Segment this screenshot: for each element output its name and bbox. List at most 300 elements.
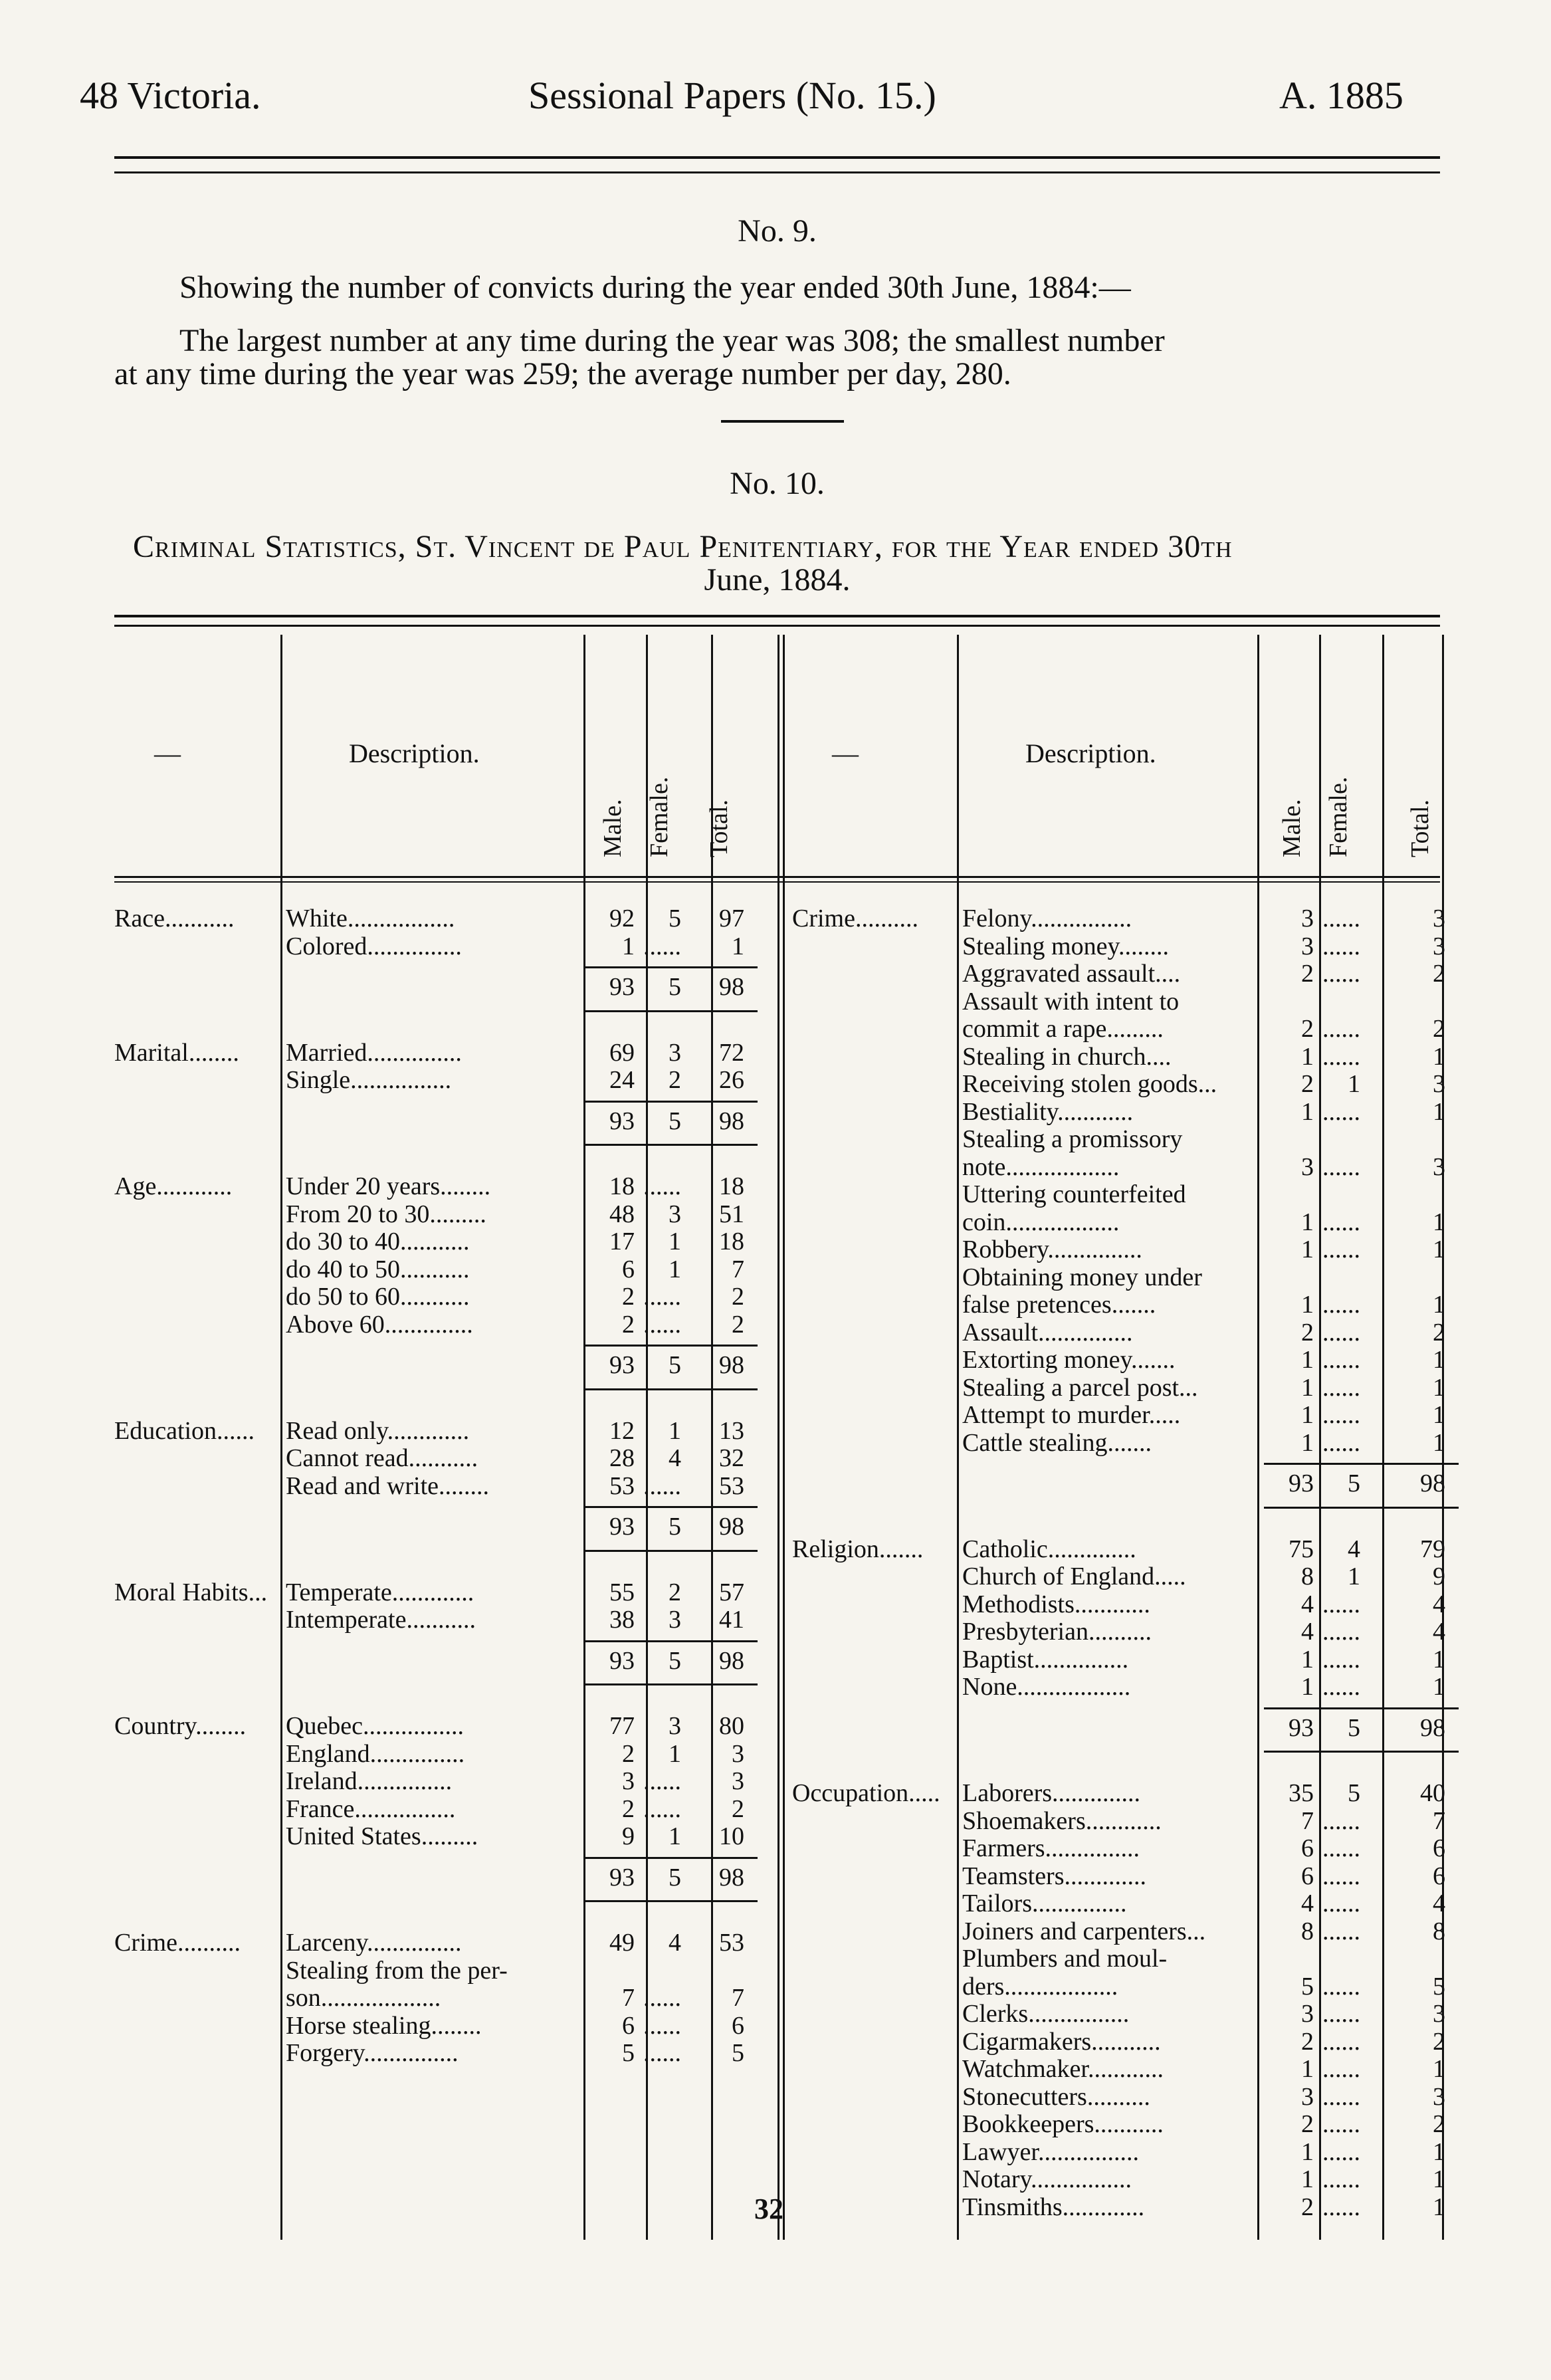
left-category-label: Country........ [114, 1712, 247, 1740]
left-section-rule [585, 1683, 758, 1685]
right-row-total: 1 [1433, 2137, 1445, 2166]
left-row-male: 2 [622, 1794, 635, 1823]
no9-line1: Showing the number of convicts during the year ended 30th June, 1884:— [179, 270, 1131, 305]
right-row-female: 1 [1348, 1563, 1360, 1590]
left-sum-total: 98 [719, 1351, 744, 1379]
left-row-total: 2 [732, 1794, 744, 1823]
right-row-total: 8 [1433, 1917, 1445, 1945]
left-row-total: 2 [732, 1283, 744, 1311]
header-right: A. 1885 [1279, 74, 1403, 117]
left-row-description: Temperate............. [286, 1578, 474, 1606]
right-row-female: 1 [1348, 1070, 1360, 1098]
right-row-total: 6 [1433, 1862, 1445, 1890]
section-divider [721, 420, 844, 423]
right-row-total: 1 [1433, 2165, 1445, 2193]
left-row-total: 97 [719, 905, 744, 932]
right-row-description: Aggravated assault.... [962, 960, 1181, 988]
left-row-male: 49 [609, 1929, 635, 1957]
left-row-male: 24 [609, 1066, 635, 1094]
right-row-total: 2 [1433, 1015, 1445, 1043]
right-row-male: 7 [1301, 1806, 1314, 1835]
left-section-rule [585, 1010, 758, 1012]
left-row-male: 6 [622, 2011, 635, 2040]
left-row-male: 6 [622, 1255, 635, 1283]
right-row-female: ...... [1322, 1042, 1360, 1071]
left-row-male: 92 [609, 905, 635, 932]
right-row-total: 40 [1420, 1779, 1445, 1807]
right-row-description: Obtaining money under [962, 1263, 1202, 1291]
left-row-description: Colored............... [286, 932, 462, 960]
right-total-header: Total. [1406, 799, 1434, 857]
table-rule-top-1 [114, 615, 1440, 617]
right-row-total: 3 [1433, 932, 1445, 960]
right-row-description: Laborers.............. [962, 1779, 1141, 1807]
right-row-description: Plumbers and moul- [962, 1945, 1168, 1973]
left-row-female: 1 [669, 1416, 681, 1445]
right-sum-total: 98 [1420, 1713, 1445, 1742]
left-row-male: 38 [609, 1606, 635, 1634]
no10-caption-1: Criminal Statistics, St. Vincent de Paul Penitentiary, for the Year ended 30th [133, 529, 1233, 564]
right-row-total: 3 [1433, 1152, 1445, 1181]
left-sum-rule [585, 1345, 758, 1347]
left-row-total: 13 [719, 1416, 744, 1445]
right-dash-header: — [832, 738, 859, 768]
left-row-total: 3 [732, 1767, 744, 1795]
left-row-description: Cannot read........... [286, 1444, 478, 1472]
right-section-rule [1264, 1751, 1459, 1753]
left-sum-female: 5 [669, 1513, 681, 1541]
left-row-description: do 40 to 50........... [286, 1255, 470, 1283]
left-row-total: 53 [719, 1929, 744, 1957]
left-row-description: Read only............. [286, 1416, 470, 1445]
right-row-total: 5 [1433, 1972, 1445, 2001]
left-sum-male: 93 [609, 1513, 635, 1541]
right-row-male: 1 [1301, 1236, 1314, 1263]
left-sum-rule [585, 1857, 758, 1859]
left-row-description: White................. [286, 905, 455, 932]
left-sum-rule [585, 1640, 758, 1642]
left-sum-male: 93 [609, 973, 635, 1001]
left-row-male: 77 [609, 1712, 635, 1740]
right-row-description: Robbery............... [962, 1236, 1142, 1263]
left-row-female: 4 [669, 1444, 681, 1472]
left-row-male: 5 [622, 2039, 635, 2067]
right-row-total: 2 [1433, 1318, 1445, 1347]
left-row-female: 3 [669, 1606, 681, 1634]
left-row-female: 3 [669, 1038, 681, 1067]
left-row-female: 1 [669, 1739, 681, 1768]
left-row-description: do 50 to 60........... [286, 1283, 470, 1311]
right-row-total: 2 [1433, 2027, 1445, 2056]
right-row-total: 1 [1433, 1208, 1445, 1236]
left-row-description: Single................ [286, 1066, 452, 1094]
right-row-male: 4 [1301, 1618, 1314, 1646]
left-row-male: 2 [622, 1310, 635, 1339]
left-row-description: United States......... [286, 1822, 478, 1850]
right-row-description: Felony................ [962, 905, 1132, 932]
right-row-description: Bookkeepers........... [962, 2110, 1164, 2138]
right-row-description: Church of England..... [962, 1563, 1186, 1590]
left-sum-rule [585, 966, 758, 968]
left-row-total: 7 [732, 1984, 744, 2012]
right-row-description: Lawyer................ [962, 2137, 1139, 2166]
right-sum-male: 93 [1289, 1469, 1314, 1497]
left-category-label: Age............ [114, 1172, 233, 1200]
left-sum-male: 93 [609, 1863, 635, 1892]
right-row-total: 1 [1433, 1673, 1445, 1701]
right-row-female: ...... [1322, 1972, 1360, 2001]
left-row-male: 28 [609, 1444, 635, 1472]
left-row-female: 1 [669, 1228, 681, 1255]
left-row-female: ...... [643, 1471, 681, 1500]
left-sum-female: 5 [669, 1863, 681, 1892]
right-row-male: 2 [1301, 1318, 1314, 1347]
left-row-female: ...... [643, 932, 681, 960]
right-row-female: ...... [1322, 1346, 1360, 1374]
left-row-female: 4 [669, 1929, 681, 1957]
left-row-total: 18 [719, 1172, 744, 1200]
right-row-male: 6 [1301, 1834, 1314, 1862]
right-row-female: ...... [1322, 1890, 1360, 1917]
right-row-male: 1 [1301, 1428, 1314, 1457]
right-category-label: Crime.......... [792, 905, 918, 932]
right-row-total: 6 [1433, 1834, 1445, 1862]
right-row-male: 1 [1301, 1208, 1314, 1236]
table-rule-top-2 [114, 625, 1440, 627]
right-row-total: 1 [1433, 1042, 1445, 1071]
right-row-female: ...... [1322, 1318, 1360, 1347]
right-row-description: Stonecutters.......... [962, 2082, 1150, 2111]
left-row-description: From 20 to 30......... [286, 1200, 486, 1228]
left-row-female: ...... [643, 1767, 681, 1795]
no9-line3: at any time during the year was 259; the average number per day, 280. [114, 356, 1011, 391]
right-row-description: Methodists............ [962, 1590, 1150, 1618]
right-sum-female: 5 [1348, 1713, 1360, 1742]
left-sum-female: 5 [669, 1107, 681, 1135]
right-row-total: 1 [1433, 1236, 1445, 1263]
right-row-male: 1 [1301, 1346, 1314, 1374]
left-sum-male: 93 [609, 1351, 635, 1379]
left-row-description: Horse stealing........ [286, 2011, 482, 2040]
left-row-male: 53 [609, 1471, 635, 1500]
right-row-male: 1 [1301, 1291, 1314, 1319]
right-row-female: ...... [1322, 2165, 1360, 2193]
right-sum-total: 98 [1420, 1469, 1445, 1497]
left-row-description: Under 20 years........ [286, 1172, 491, 1200]
right-row-male: 3 [1301, 2000, 1314, 2028]
header-left: 48 Victoria. [80, 74, 261, 117]
right-row-male: 1 [1301, 1042, 1314, 1071]
left-row-total: 5 [732, 2039, 744, 2067]
right-row-female: ...... [1322, 1645, 1360, 1674]
left-total-header: Total. [705, 799, 733, 857]
right-row-female: ...... [1322, 2000, 1360, 2028]
right-row-female: ...... [1322, 1428, 1360, 1457]
header-center: Sessional Papers (No. 15.) [528, 74, 936, 117]
left-sum-male: 93 [609, 1107, 635, 1135]
left-category-label: Moral Habits... [114, 1578, 268, 1606]
left-row-total: 6 [732, 2011, 744, 2040]
left-row-female: 1 [669, 1822, 681, 1850]
right-row-female: ...... [1322, 2082, 1360, 2111]
right-row-female: 4 [1348, 1535, 1360, 1563]
right-row-description: Cattle stealing....... [962, 1428, 1152, 1457]
left-row-total: 18 [719, 1228, 744, 1255]
left-row-male: 1 [622, 932, 635, 960]
left-row-male: 17 [609, 1228, 635, 1255]
right-row-female: ...... [1322, 1236, 1360, 1263]
right-row-male: 5 [1301, 1972, 1314, 2001]
right-row-male: 1 [1301, 1673, 1314, 1701]
right-category-label: Occupation..... [792, 1779, 940, 1807]
left-row-description: Read and write........ [286, 1471, 490, 1500]
right-row-male: 3 [1301, 2082, 1314, 2111]
right-row-male: 1 [1301, 2137, 1314, 2166]
right-row-female: ...... [1322, 2027, 1360, 2056]
left-dash-header: — [154, 738, 181, 768]
right-sum-male: 93 [1289, 1713, 1314, 1742]
left-sum-total: 98 [719, 1107, 744, 1135]
right-row-description: ders.................. [962, 1972, 1118, 2001]
no10-title: No. 10. [730, 466, 825, 501]
right-row-female: ...... [1322, 1373, 1360, 1402]
no9-line2: The largest number at any time during the year was 308; the smallest number [179, 323, 1165, 358]
right-row-female: ...... [1322, 1806, 1360, 1835]
right-row-description: false pretences....... [962, 1291, 1156, 1319]
right-row-male: 35 [1289, 1779, 1314, 1807]
right-row-female: ...... [1322, 2137, 1360, 2166]
right-row-male: 3 [1301, 905, 1314, 932]
left-male-header: Male. [599, 799, 627, 857]
left-row-male: 69 [609, 1038, 635, 1067]
right-row-female: ...... [1322, 932, 1360, 960]
right-row-description: Notary................ [962, 2165, 1132, 2193]
right-row-total: 4 [1433, 1890, 1445, 1917]
left-category-label: Race........... [114, 905, 235, 932]
left-section-rule [585, 1550, 758, 1552]
header-rule-top [114, 156, 1440, 159]
right-row-total: 3 [1433, 1070, 1445, 1098]
left-category-label: Education...... [114, 1416, 255, 1445]
left-sum-total: 98 [719, 1863, 744, 1892]
right-row-description: Shoemakers............ [962, 1806, 1162, 1835]
left-row-female: 5 [669, 905, 681, 932]
right-category-label: Religion....... [792, 1535, 924, 1563]
right-row-total: 1 [1433, 1291, 1445, 1319]
left-sum-total: 98 [719, 1646, 744, 1675]
left-row-total: 1 [732, 932, 744, 960]
right-row-male: 2 [1301, 2110, 1314, 2138]
left-row-description: Stealing from the per- [286, 1956, 508, 1985]
right-male-header: Male. [1278, 799, 1306, 857]
right-row-description: Tinsmiths............. [962, 2193, 1145, 2221]
right-row-male: 3 [1301, 932, 1314, 960]
left-row-female: 3 [669, 1712, 681, 1740]
right-row-description: Baptist............... [962, 1645, 1129, 1674]
right-row-total: 3 [1433, 2000, 1445, 2028]
right-row-male: 1 [1301, 1401, 1314, 1429]
left-row-female: ...... [643, 1310, 681, 1339]
right-row-female: ...... [1322, 1152, 1360, 1181]
right-row-male: 4 [1301, 1890, 1314, 1917]
left-row-total: 2 [732, 1310, 744, 1339]
right-description-header: Description. [1025, 738, 1156, 768]
left-sum-male: 93 [609, 1646, 635, 1675]
left-row-total: 80 [719, 1712, 744, 1740]
page-number: 32 [754, 2193, 783, 2225]
left-row-male: 9 [622, 1822, 635, 1850]
right-row-description: Stealing money........ [962, 932, 1169, 960]
right-sum-rule [1264, 1463, 1459, 1465]
right-row-male: 1 [1301, 2055, 1314, 2083]
right-row-total: 4 [1433, 1590, 1445, 1618]
right-row-female: ...... [1322, 1291, 1360, 1319]
left-row-female: ...... [643, 1172, 681, 1200]
right-row-description: Extorting money....... [962, 1346, 1176, 1374]
right-sum-rule [1264, 1707, 1459, 1709]
right-row-male: 4 [1301, 1590, 1314, 1618]
right-row-male: 75 [1289, 1535, 1314, 1563]
right-row-female: ...... [1322, 1618, 1360, 1646]
right-row-description: Joiners and carpenters... [962, 1917, 1206, 1945]
right-row-male: 8 [1301, 1563, 1314, 1590]
right-row-female: ...... [1322, 2055, 1360, 2083]
right-row-total: 3 [1433, 905, 1445, 932]
left-row-total: 32 [719, 1444, 744, 1472]
right-row-description: Teamsters............. [962, 1862, 1147, 1890]
left-section-rule [585, 1900, 758, 1902]
left-row-female: 1 [669, 1255, 681, 1283]
right-row-total: 1 [1433, 1401, 1445, 1429]
left-row-description: Married............... [286, 1038, 462, 1067]
right-row-total: 1 [1433, 2055, 1445, 2083]
left-category-label: Crime.......... [114, 1929, 241, 1957]
left-row-total: 51 [719, 1200, 744, 1228]
left-row-male: 2 [622, 1283, 635, 1311]
right-row-description: Bestiality............ [962, 1097, 1134, 1126]
left-row-female: 3 [669, 1200, 681, 1228]
right-row-total: 2 [1433, 960, 1445, 988]
left-sum-female: 5 [669, 1646, 681, 1675]
right-row-male: 2 [1301, 1015, 1314, 1043]
right-row-female: ...... [1322, 1673, 1360, 1701]
right-row-description: Stealing in church.... [962, 1042, 1172, 1071]
right-row-description: commit a rape......... [962, 1015, 1164, 1043]
right-row-female: ...... [1322, 1015, 1360, 1043]
left-row-total: 3 [732, 1739, 744, 1768]
right-row-female: ...... [1322, 2193, 1360, 2221]
right-row-total: 1 [1433, 1428, 1445, 1457]
right-row-total: 7 [1433, 1806, 1445, 1835]
left-row-male: 7 [622, 1984, 635, 2012]
right-row-description: Assault with intent to [962, 987, 1180, 1016]
left-row-male: 3 [622, 1767, 635, 1795]
right-row-description: Cigarmakers........... [962, 2027, 1161, 2056]
left-row-female: ...... [643, 1283, 681, 1311]
left-row-female: 2 [669, 1578, 681, 1606]
right-row-total: 1 [1433, 1097, 1445, 1126]
right-row-description: Farmers............... [962, 1834, 1140, 1862]
right-row-male: 2 [1301, 960, 1314, 988]
right-row-description: Presbyterian.......... [962, 1618, 1152, 1646]
right-row-total: 1 [1433, 1346, 1445, 1374]
right-row-female: ...... [1322, 1097, 1360, 1126]
right-row-female: 5 [1348, 1779, 1360, 1807]
right-row-total: 3 [1433, 2082, 1445, 2111]
right-row-description: None.................. [962, 1673, 1131, 1701]
left-row-female: ...... [643, 1794, 681, 1823]
right-row-total: 2 [1433, 2110, 1445, 2138]
right-row-female: ...... [1322, 1834, 1360, 1862]
right-row-male: 1 [1301, 1097, 1314, 1126]
right-row-male: 1 [1301, 2165, 1314, 2193]
left-description-header: Description. [349, 738, 480, 768]
left-sum-rule [585, 1101, 758, 1103]
left-row-description: France................ [286, 1794, 456, 1823]
left-row-description: Forgery............... [286, 2039, 459, 2067]
left-row-male: 12 [609, 1416, 635, 1445]
right-row-male: 1 [1301, 1645, 1314, 1674]
right-row-female: ...... [1322, 905, 1360, 932]
left-row-female: ...... [643, 1984, 681, 2012]
left-row-total: 53 [719, 1471, 744, 1500]
right-row-description: note.................. [962, 1152, 1120, 1181]
left-row-description: England............... [286, 1739, 465, 1768]
right-row-description: Receiving stolen goods... [962, 1070, 1217, 1098]
left-row-female: ...... [643, 2039, 681, 2067]
table-header-rule [114, 876, 1440, 878]
right-row-male: 2 [1301, 2027, 1314, 2056]
left-sum-total: 98 [719, 973, 744, 1001]
right-row-male: 3 [1301, 1152, 1314, 1181]
right-row-description: Assault............... [962, 1318, 1133, 1347]
left-row-male: 55 [609, 1578, 635, 1606]
right-row-female: ...... [1322, 1590, 1360, 1618]
right-row-total: 9 [1433, 1563, 1445, 1590]
right-row-description: Tailors............... [962, 1890, 1127, 1917]
right-row-male: 8 [1301, 1917, 1314, 1945]
left-row-total: 7 [732, 1255, 744, 1283]
right-row-description: coin.................. [962, 1208, 1120, 1236]
left-sum-total: 98 [719, 1513, 744, 1541]
right-row-female: ...... [1322, 1862, 1360, 1890]
right-row-total: 79 [1420, 1535, 1445, 1563]
left-section-rule [585, 1144, 758, 1146]
table-header-rule-2 [114, 881, 1440, 883]
right-row-description: Watchmaker............ [962, 2055, 1164, 2083]
left-row-male: 18 [609, 1172, 635, 1200]
right-sum-female: 5 [1348, 1469, 1360, 1497]
right-row-female: ...... [1322, 960, 1360, 988]
header-rule-bottom [114, 171, 1440, 173]
right-row-description: Catholic.............. [962, 1535, 1136, 1563]
right-row-description: Clerks................ [962, 2000, 1130, 2028]
left-row-description: Ireland............... [286, 1767, 453, 1795]
right-row-description: Stealing a promissory [962, 1125, 1183, 1153]
left-row-description: Above 60.............. [286, 1310, 473, 1339]
left-row-total: 57 [719, 1578, 744, 1606]
left-category-label: Marital........ [114, 1038, 239, 1067]
right-row-description: Attempt to murder..... [962, 1401, 1181, 1429]
right-section-rule [1264, 1507, 1459, 1509]
right-row-male: 6 [1301, 1862, 1314, 1890]
right-row-description: Stealing a parcel post... [962, 1373, 1198, 1402]
right-row-total: 4 [1433, 1618, 1445, 1646]
left-section-rule [585, 1388, 758, 1390]
right-row-total: 1 [1433, 1373, 1445, 1402]
left-sum-female: 5 [669, 973, 681, 1001]
right-row-total: 1 [1433, 1645, 1445, 1674]
